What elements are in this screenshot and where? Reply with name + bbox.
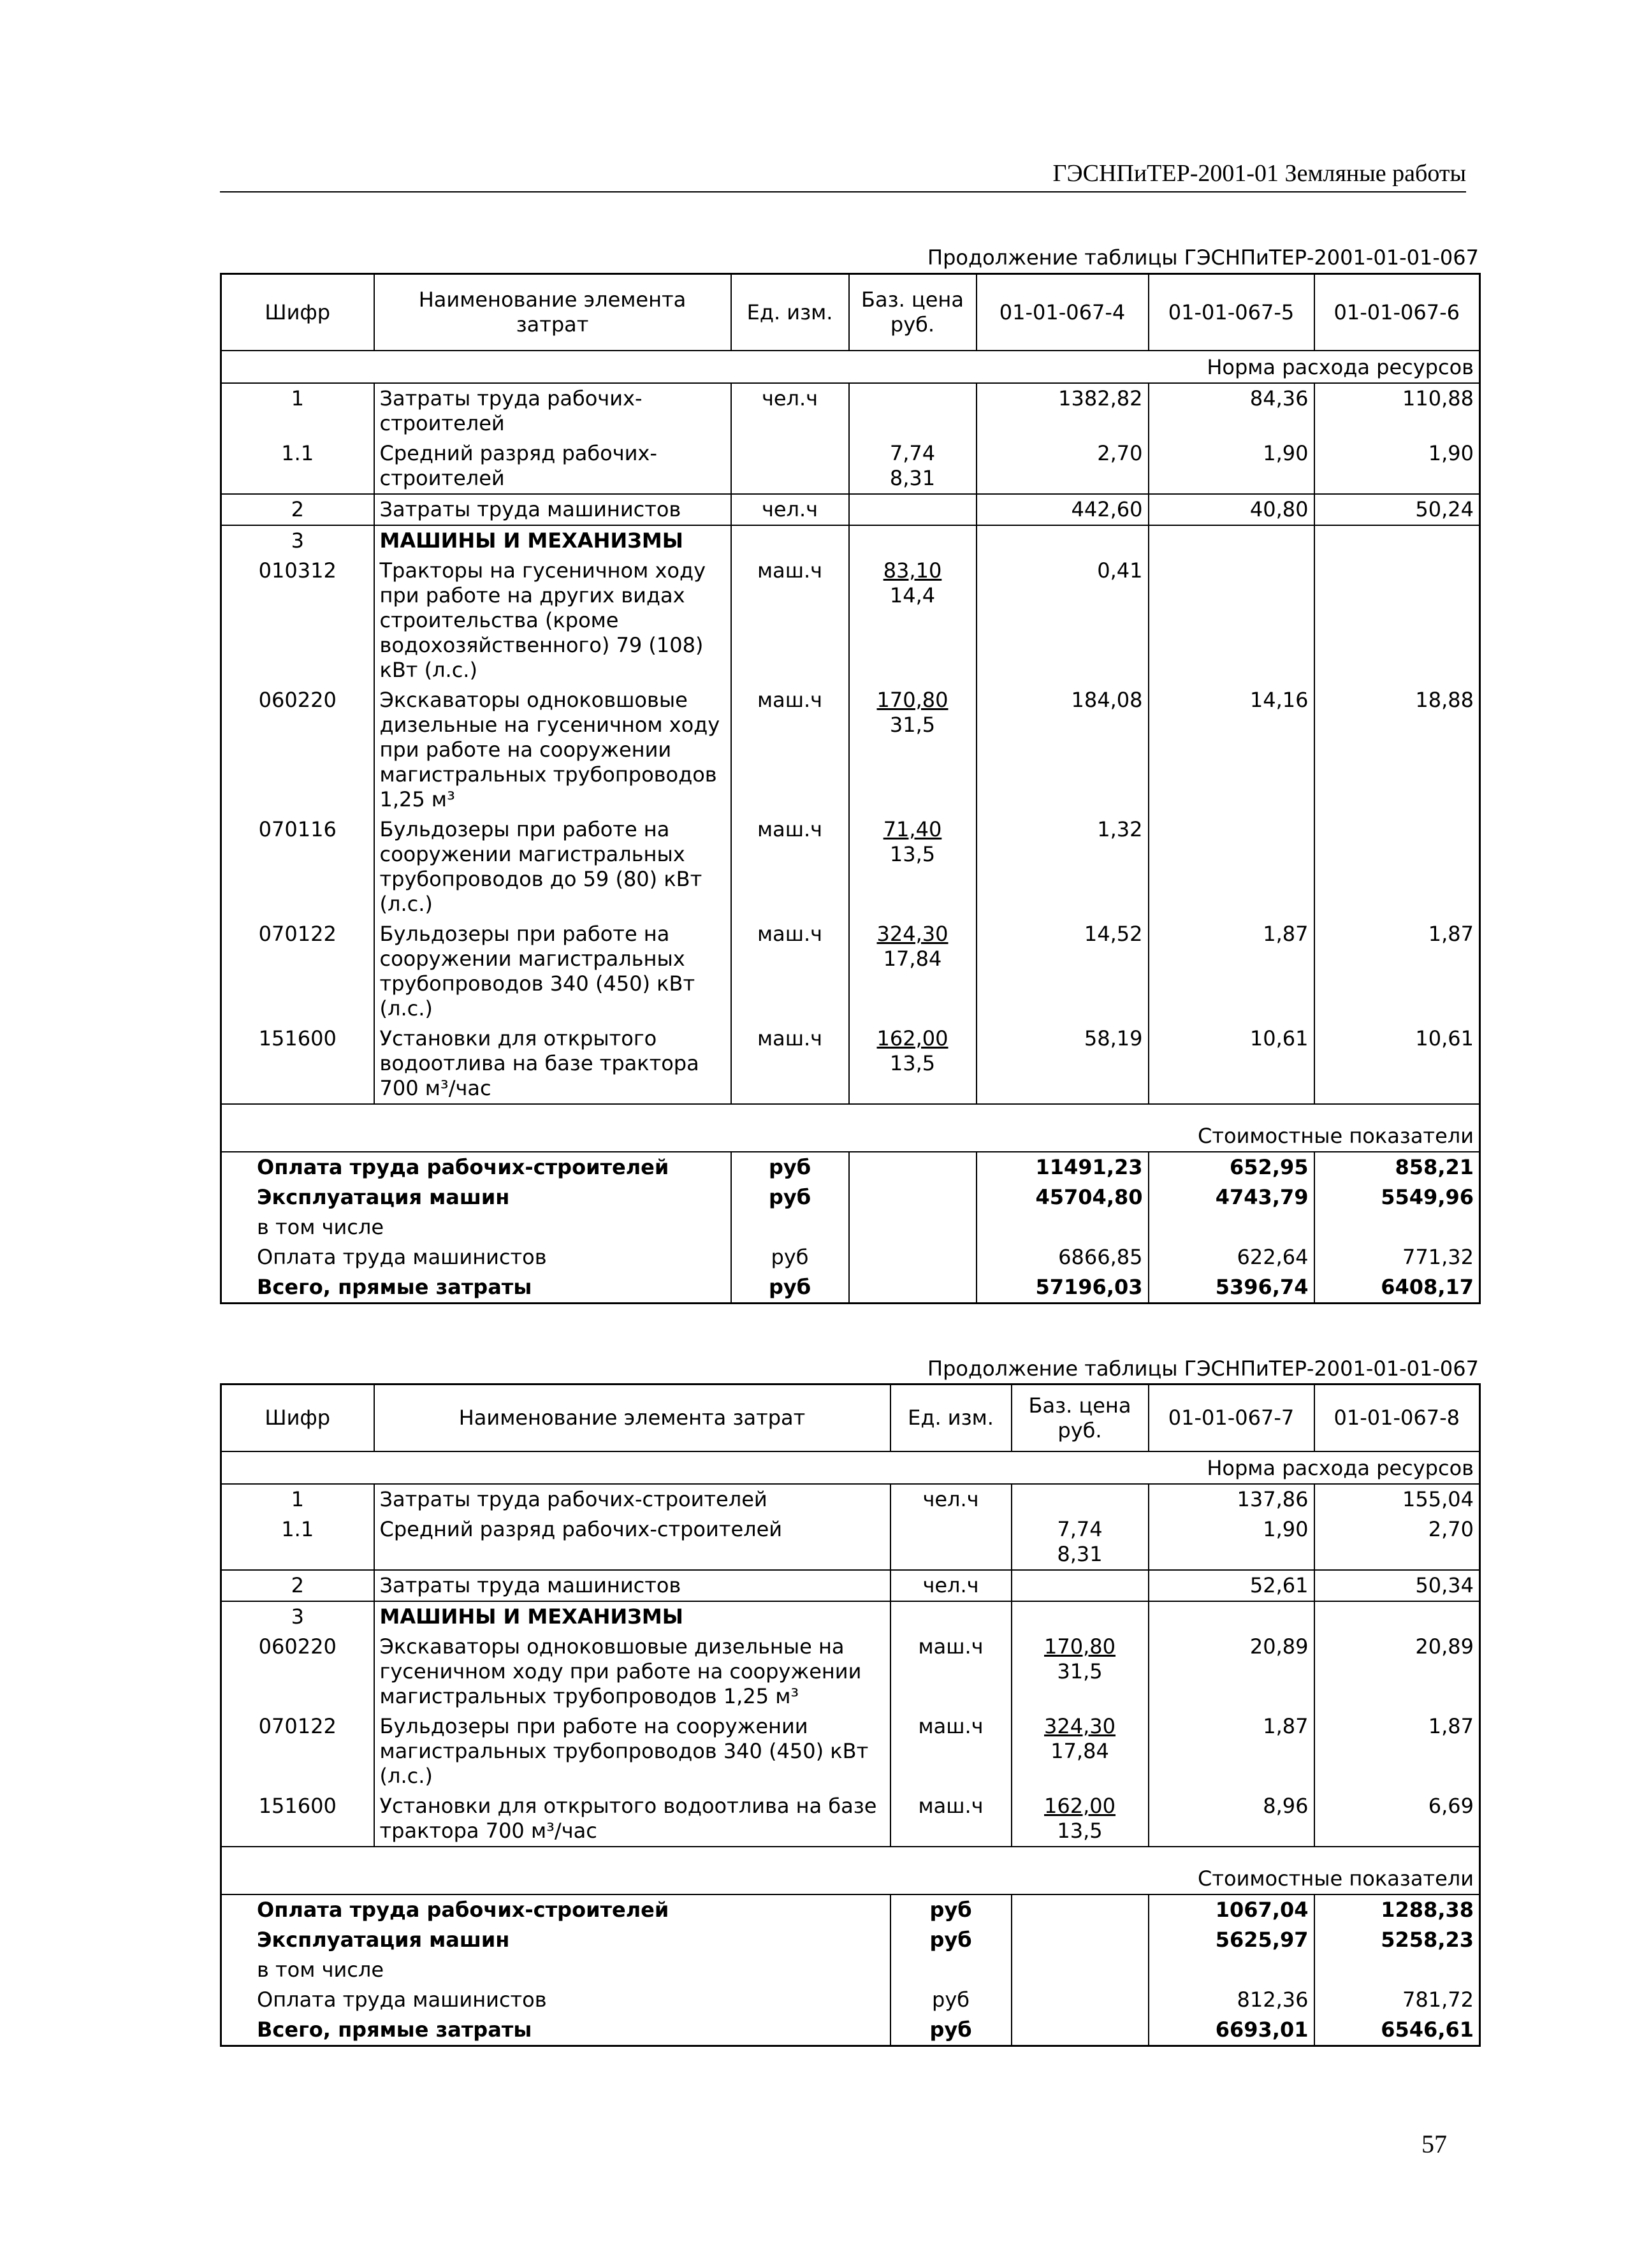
cost-name: Эксплуатация машин [257,1928,510,1952]
row-unit [890,1515,1012,1570]
cost-unit [890,1955,1012,1985]
table2 [220,1383,1481,2047]
cost-unit: руб [890,1925,1012,1955]
cost-value-2: 5396,74 [1149,1272,1314,1304]
row-price [849,1024,977,1104]
row-name: Установки для открытого водоотлива на базе трактора 700 м³/час [374,1791,890,1847]
row-value-3 [1314,556,1480,685]
cost-unit: руб [890,1894,1012,1925]
row-price [1012,1712,1149,1791]
row-code: 3 [221,525,374,556]
row-value-1: 442,60 [977,494,1149,525]
section-cost-row [221,1847,1480,1894]
resource-row [221,1712,1480,1791]
row-value-2: 1,90 [1149,439,1314,494]
section-cost-label: Стоимостные показатели [221,1104,1480,1152]
row-unit: чел.ч [731,383,849,439]
row-value-1: 2,70 [977,439,1149,494]
cost-value-2: 781,72 [1314,1985,1480,2015]
row-name: Бульдозеры при работе на сооружении магистральных трубопроводов 340 (450) кВт (л.с.) [374,919,731,1024]
col-v2-header: 01-01-067-5 [1149,274,1314,351]
row-price [1012,1570,1149,1601]
row-name: Затраты труда рабочих-строителей [374,1484,890,1515]
section-norm-label: Норма расхода ресурсов [221,1451,1480,1484]
cost-name: в том числе [257,1215,384,1239]
section-cost-label: Стоимостные показатели [221,1847,1480,1894]
header-rule [220,191,1466,193]
cost-value-2 [1149,1212,1314,1242]
col-unit-header: Ед. изм. [890,1385,1012,1452]
cost-name: Эксплуатация машин [257,1185,510,1209]
row-value-2 [1149,525,1314,556]
row-price [849,556,977,685]
row-value-1: 1,32 [977,815,1149,919]
price-value: 170,80 [876,688,948,712]
row-code: 010312 [258,558,337,583]
cost-row [221,2015,1480,2046]
cost-empty-price [1012,1955,1149,1985]
cost-value-3 [1314,1212,1480,1242]
row-price [1012,1791,1149,1847]
row-name: МАШИНЫ И МЕХАНИЗМЫ [374,1601,890,1632]
resource-row [221,383,1480,439]
row-value-1: 1382,82 [977,383,1149,439]
price-second-value: 8,31 [889,466,936,490]
cost-value-1: 812,36 [1149,1985,1314,2015]
resource-row [221,1515,1480,1570]
table2-header-row [221,1385,1480,1452]
row-unit: маш.ч [890,1791,1012,1847]
cost-value-1: 1067,04 [1149,1894,1314,1925]
row-unit: маш.ч [731,685,849,815]
row-value-1: 58,19 [977,1024,1149,1104]
cost-empty-price [1012,1925,1149,1955]
section-cost-row [221,1104,1480,1152]
row-unit [731,439,849,494]
cost-value-2: 6546,61 [1314,2015,1480,2046]
row-price [849,685,977,815]
cost-value-2 [1314,1955,1480,1985]
row-value-3: 50,24 [1314,494,1480,525]
table1 [220,273,1481,1304]
col-code-header: Шифр [221,1385,374,1452]
row-name: Бульдозеры при работе на сооружении магистральных трубопроводов 340 (450) кВт (л.с.) [374,1712,890,1791]
row-name: Средний разряд рабочих-строителей [374,439,731,494]
row-value-2: 84,36 [1149,383,1314,439]
price-value: 162,00 [876,1026,948,1050]
row-unit: чел.ч [731,494,849,525]
row-value-1: 20,89 [1149,1632,1314,1712]
col-name-header: Наименование элемента затрат [374,274,731,351]
cost-value-1 [1149,1955,1314,1985]
row-name: Тракторы на гусеничном ходу при работе на других видах строительства (кроме водохозяйственного) 79 (108) кВт (л.с.) [374,556,731,685]
row-value-3: 1,87 [1314,919,1480,1024]
price-value: 324,30 [876,922,948,946]
cost-empty-price [849,1152,977,1182]
cost-value-1: 5625,97 [1149,1925,1314,1955]
cost-empty-price [849,1212,977,1242]
cost-row [221,1212,1480,1242]
table1-header-row [221,274,1480,351]
row-value-1 [1149,1601,1314,1632]
row-price [1012,1484,1149,1515]
cost-name: Всего, прямые затраты [257,2017,532,2042]
row-unit: чел.ч [890,1570,1012,1601]
row-value-2: 14,16 [1149,685,1314,815]
col-unit-header: Ед. изм. [731,274,849,351]
resource-row [221,494,1480,525]
row-name: Средний разряд рабочих-строителей [374,1515,890,1570]
price-value: 162,00 [1044,1794,1116,1818]
cost-name: Оплата труда рабочих-строителей [257,1898,669,1922]
row-price [1012,1632,1149,1712]
col-v1-header: 01-01-067-4 [977,274,1149,351]
row-code: 151600 [258,1794,337,1818]
table2-caption: Продолжение таблицы ГЭСНПиТЕР-2001-01-01-067 [927,1356,1479,1381]
cost-value-2: 652,95 [1149,1152,1314,1182]
row-code: 1 [291,386,304,411]
cost-row [221,1242,1480,1272]
cost-empty-price [849,1272,977,1304]
col-name-header: Наименование элемента затрат [374,1385,890,1452]
cost-empty-price [849,1242,977,1272]
row-value-2: 40,80 [1149,494,1314,525]
row-value-2: 1,87 [1149,919,1314,1024]
cost-row [221,1152,1480,1182]
cost-empty-price [849,1182,977,1212]
col-v1-header: 01-01-067-7 [1149,1385,1314,1452]
col-price-header: Баз. цена руб. [849,274,977,351]
row-value-3: 18,88 [1314,685,1480,815]
row-value-2 [1149,556,1314,685]
cost-value-1 [977,1212,1149,1242]
cost-unit [731,1212,849,1242]
row-value-1: 0,41 [977,556,1149,685]
resource-row [221,556,1480,685]
row-code: 070116 [258,817,337,841]
row-name: МАШИНЫ И МЕХАНИЗМЫ [374,525,731,556]
price-second-value: 17,84 [1050,1739,1109,1763]
cost-empty-price [1012,1894,1149,1925]
row-code: 1.1 [281,1517,314,1541]
resource-row [221,815,1480,919]
row-value-1: 1,87 [1149,1712,1314,1791]
row-value-2 [1149,815,1314,919]
col-v3-header: 01-01-067-6 [1314,274,1480,351]
resource-row [221,439,1480,494]
cost-value-2: 4743,79 [1149,1182,1314,1212]
running-title: ГЭСНПиТЕР-2001-01 Земляные работы [1052,160,1466,187]
cost-unit: руб [890,2015,1012,2046]
row-value-3 [1314,815,1480,919]
price-second-value: 31,5 [889,713,936,737]
row-name: Бульдозеры при работе на сооружении магистральных трубопроводов до 59 (80) кВт (л.с.) [374,815,731,919]
row-code: 060220 [258,688,337,712]
cost-value-1: 45704,80 [977,1182,1149,1212]
table1-caption: Продолжение таблицы ГЭСНПиТЕР-2001-01-01-067 [927,245,1479,270]
row-name: Затраты труда машинистов [374,1570,890,1601]
cost-row [221,1925,1480,1955]
price-value: 71,40 [883,817,942,841]
cost-value-1: 57196,03 [977,1272,1149,1304]
cost-value-1: 6693,01 [1149,2015,1314,2046]
row-code: 070122 [258,922,337,946]
cost-unit: руб [731,1152,849,1182]
row-name: Затраты труда машинистов [374,494,731,525]
row-value-3: 110,88 [1314,383,1480,439]
resource-row [221,1570,1480,1601]
row-value-1: 184,08 [977,685,1149,815]
row-value-2: 10,61 [1149,1024,1314,1104]
row-value-2: 6,69 [1314,1791,1480,1847]
cost-name: Оплата труда машинистов [257,1245,547,1269]
row-code: 1 [291,1487,304,1511]
row-code: 3 [221,1601,374,1632]
cost-name: Оплата труда рабочих-строителей [257,1155,669,1179]
col-code-header: Шифр [221,274,374,351]
resource-row [221,1791,1480,1847]
row-value-2: 1,87 [1314,1712,1480,1791]
row-price [849,494,977,525]
row-unit: маш.ч [890,1632,1012,1712]
row-name: Установки для открытого водоотлива на базе трактора 700 м³/час [374,1024,731,1104]
price-value: 170,80 [1044,1634,1116,1659]
row-code: 151600 [258,1026,337,1050]
cost-empty-price [1012,1985,1149,2015]
section-norm-label: Норма расхода ресурсов [221,351,1480,383]
price-second-value: 14,4 [889,583,936,607]
row-value-3 [1314,525,1480,556]
col-v2-header: 01-01-067-8 [1314,1385,1480,1452]
row-unit: маш.ч [731,919,849,1024]
cost-value-2: 1288,38 [1314,1894,1480,1925]
row-unit: чел.ч [890,1484,1012,1515]
row-value-3: 10,61 [1314,1024,1480,1104]
col-price-header: Баз. цена руб. [1012,1385,1149,1452]
row-value-2 [1314,1601,1480,1632]
cost-value-3: 858,21 [1314,1152,1480,1182]
cost-name: Всего, прямые затраты [257,1275,532,1299]
price-second-value: 17,84 [883,947,942,971]
row-unit: маш.ч [731,815,849,919]
row-code: 2 [221,494,374,525]
cost-value-2: 5258,23 [1314,1925,1480,1955]
price-second-value: 13,5 [1057,1819,1103,1843]
row-value-3: 1,90 [1314,439,1480,494]
row-value-2: 20,89 [1314,1632,1480,1712]
row-unit: маш.ч [731,556,849,685]
cost-unit: руб [890,1985,1012,2015]
row-value-1: 52,61 [1149,1570,1314,1601]
price-second-value: 31,5 [1057,1659,1103,1683]
row-code: 070122 [258,1714,337,1738]
row-price [1012,1515,1149,1570]
row-code: 1.1 [281,441,314,465]
resource-row [221,1484,1480,1515]
section-norm-row [221,1451,1480,1484]
resource-row [221,525,1480,556]
row-price [849,919,977,1024]
row-price [849,383,977,439]
cost-value-1: 11491,23 [977,1152,1149,1182]
price-value: 7,74 [1057,1517,1103,1541]
row-price [849,525,977,556]
section-norm-row [221,351,1480,383]
resource-row [221,919,1480,1024]
price-value: 7,74 [889,441,936,465]
row-price [849,439,977,494]
row-unit: маш.ч [731,1024,849,1104]
row-value-1 [977,525,1149,556]
price-second-value: 13,5 [889,842,936,866]
row-unit [890,1601,1012,1632]
price-second-value: 8,31 [1057,1542,1103,1566]
row-price [849,815,977,919]
row-name: Экскаваторы одноковшовые дизельные на гусеничном ходу при работе на сооружении магистральных трубопроводов 1,25 м³ [374,685,731,815]
price-second-value: 13,5 [889,1051,936,1075]
row-value-2: 50,34 [1314,1570,1480,1601]
resource-row [221,685,1480,815]
row-value-2: 2,70 [1314,1515,1480,1570]
cost-value-2: 622,64 [1149,1242,1314,1272]
row-value-1: 8,96 [1149,1791,1314,1847]
row-name: Затраты труда рабочих-строителей [374,383,731,439]
cost-empty-price [1012,2015,1149,2046]
resource-row [221,1601,1480,1632]
cost-row [221,1272,1480,1304]
row-value-1: 137,86 [1149,1484,1314,1515]
cost-row [221,1182,1480,1212]
row-unit: маш.ч [890,1712,1012,1791]
row-value-1: 1,90 [1149,1515,1314,1570]
cost-name: Оплата труда машинистов [257,1988,547,2012]
cost-value-3: 5549,96 [1314,1182,1480,1212]
cost-value-3: 6408,17 [1314,1272,1480,1304]
cost-unit: руб [731,1242,849,1272]
page-number: 57 [1421,2130,1447,2158]
cost-row [221,1894,1480,1925]
row-name: Экскаваторы одноковшовые дизельные на гусеничном ходу при работе на сооружении магистральных трубопроводов 1,25 м³ [374,1632,890,1712]
row-price [1012,1601,1149,1632]
cost-row [221,1955,1480,1985]
cost-value-1: 6866,85 [977,1242,1149,1272]
row-unit [731,525,849,556]
resource-row [221,1632,1480,1712]
cost-unit: руб [731,1272,849,1304]
price-value: 324,30 [1044,1714,1116,1738]
price-value: 83,10 [883,558,942,583]
cost-name: в том числе [257,1958,384,1982]
cost-value-3: 771,32 [1314,1242,1480,1272]
resource-row [221,1024,1480,1104]
cost-row [221,1985,1480,2015]
row-value-2: 155,04 [1314,1484,1480,1515]
row-value-1: 14,52 [977,919,1149,1024]
row-code: 2 [221,1570,374,1601]
row-code: 060220 [258,1634,337,1659]
cost-unit: руб [731,1182,849,1212]
